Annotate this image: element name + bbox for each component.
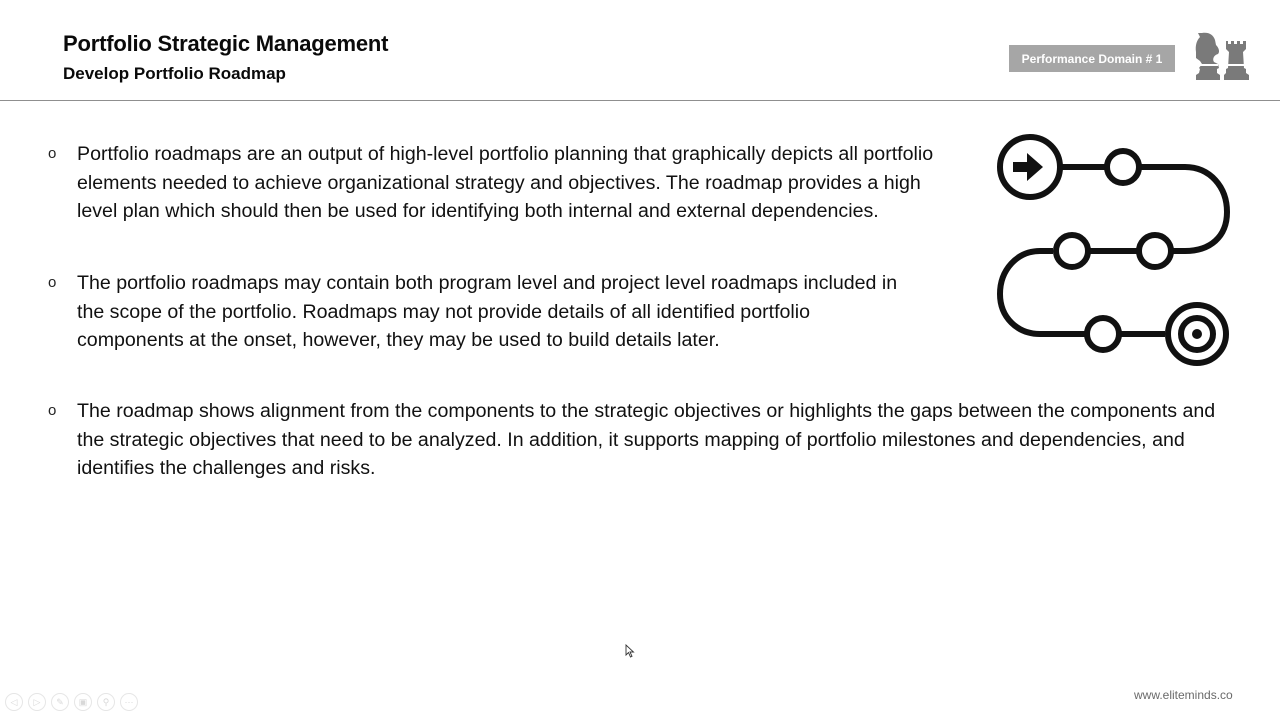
- pen-icon: ✎: [56, 696, 64, 707]
- slide-header: [0, 0, 1280, 100]
- bullet-marker: o: [48, 402, 57, 419]
- zoom-button[interactable]: [97, 693, 115, 711]
- see-all-slides-button[interactable]: [74, 693, 92, 711]
- bullet-item: [48, 140, 948, 226]
- header-divider: [0, 100, 1280, 101]
- performance-domain-badge: Performance Domain # 1: [1009, 45, 1175, 72]
- slides-icon: ▣: [78, 696, 88, 707]
- bullet-marker: o: [48, 145, 57, 162]
- bullet-item: [48, 397, 1218, 483]
- bullet-text: The roadmap shows alignment from the components to the strategic objectives or highlights the gaps between the components and the strategic objectives that need to be analyzed. In addition, it supports mapping of portfolio milestones and dependencies, and identifies the challenges and risks.: [77, 400, 1216, 480]
- bullet-item: [48, 269, 908, 355]
- slideshow-controls: [5, 693, 138, 711]
- bullet-marker: o: [48, 274, 57, 291]
- next-icon: ▷: [33, 696, 41, 707]
- next-slide-button[interactable]: [28, 693, 46, 711]
- roadmap-path-icon: [995, 132, 1233, 368]
- slide-title: Portfolio Strategic Management: [63, 31, 389, 56]
- slide-subtitle: Develop Portfolio Roadmap: [63, 64, 286, 83]
- more-options-button[interactable]: [120, 693, 138, 711]
- bullet-text: Portfolio roadmaps are an output of high-level portfolio planning that graphically depicts all portfolio elements needed to achieve organizational strategy and objectives. The roadmap provides a high level plan which should then be used for identifying both internal and external dependencies.: [77, 143, 934, 223]
- previous-slide-button[interactable]: [5, 693, 23, 711]
- previous-icon: ◁: [10, 696, 18, 707]
- pen-tool-button[interactable]: [51, 693, 69, 711]
- mouse-cursor-icon: [625, 644, 635, 658]
- footer-website: www.eliteminds.co: [1134, 688, 1233, 702]
- more-icon: ···: [124, 697, 134, 707]
- magnifier-icon: ⚲: [102, 696, 110, 707]
- chess-knight-rook-icon: [1192, 28, 1252, 82]
- bullet-text: The portfolio roadmaps may contain both program level and project level roadmaps included in the scope of the portfolio. Roadmaps may not provide details of all identified portfolio components at the onset, however, they may be used to build details later.: [77, 272, 898, 352]
